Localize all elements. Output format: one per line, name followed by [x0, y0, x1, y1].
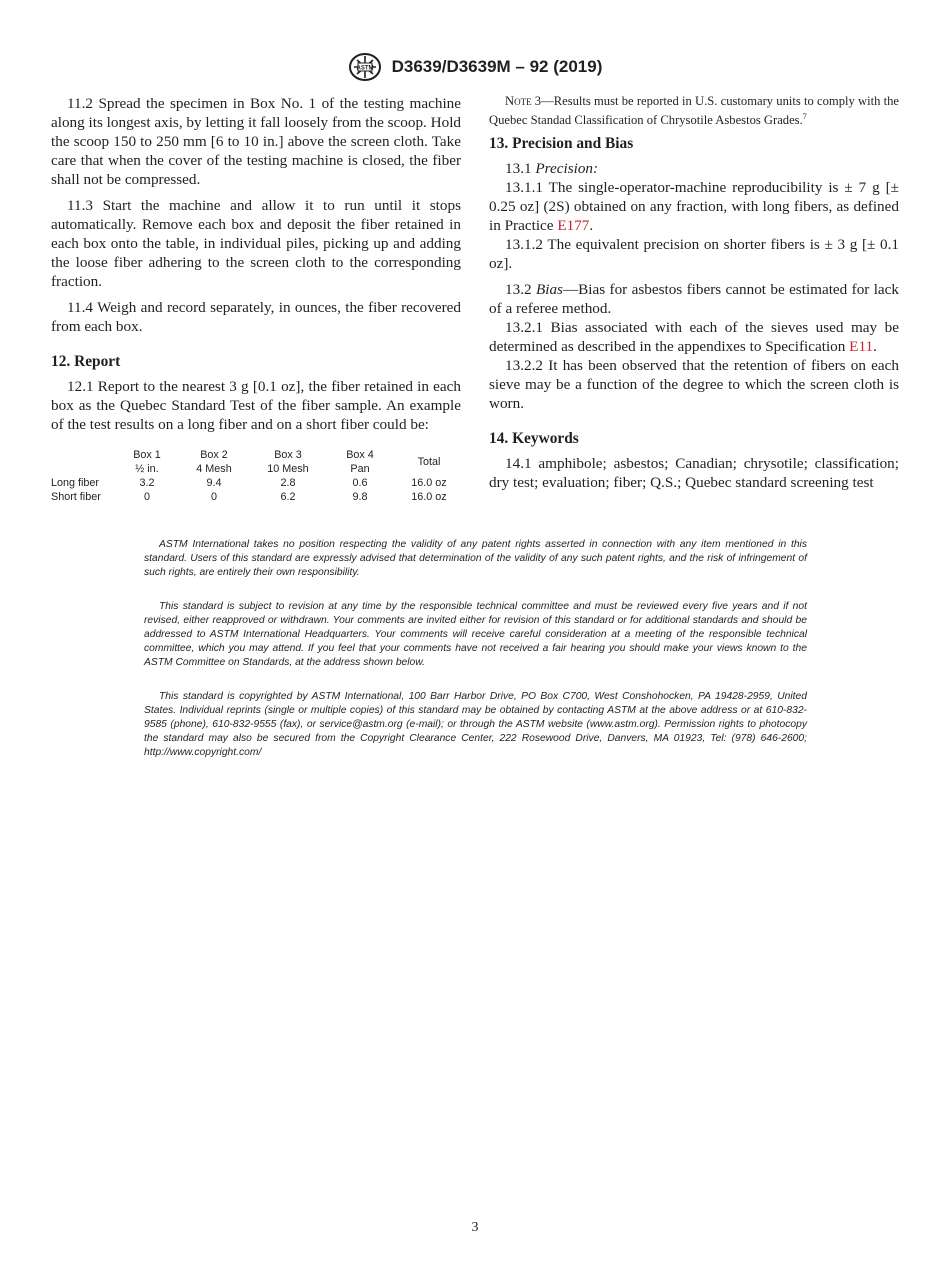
paragraph-13-1: 13.1 Precision:	[505, 160, 599, 178]
table-cell: 0.6	[352, 477, 368, 489]
table-cell: 9.8	[352, 491, 368, 503]
note-label: Note	[505, 94, 532, 108]
row-label: Short fiber	[51, 491, 101, 503]
left-column	[51, 94, 461, 504]
section-heading-precision-bias: 13. Precision and Bias	[489, 135, 634, 153]
paragraph-11-3: 11.3 Start the machine and allow it to run until it stops automatically. Remove each box and deposit the fiber retained in each box onto the table, in individual piles, picking up and adding the loose fiber adhering to the screen cloth to the corresponding fraction.	[51, 197, 461, 290]
table-header-box2: Box 2 4 Mesh	[196, 449, 232, 475]
right-column	[489, 94, 899, 492]
astm-logo-icon	[348, 52, 382, 82]
table-cell: 3.2	[139, 477, 155, 489]
table-row	[51, 490, 455, 504]
paragraph-11-2: 11.2 Spread the specimen in Box No. 1 of the testing machine along its longest axis, by letting it fall loosely from the scoop. Hold the scoop 150 to 250 mm [6 to 10 in.] above the screen cloth. Take care that when the cover of the testing machine is closed, the fiber shall not be compressed.	[51, 95, 462, 188]
table-cell: 6.2	[280, 491, 296, 503]
table-header-box1: Box 1 ½ in.	[133, 449, 161, 475]
table-cell: 0	[210, 491, 217, 503]
page-header	[0, 52, 950, 82]
table-header-box3: Box 3 10 Mesh	[267, 449, 309, 475]
section-heading-keywords: 14. Keywords	[489, 430, 579, 448]
table-cell: 2.8	[280, 477, 296, 489]
table-cell: 16.0 oz	[411, 477, 447, 489]
paragraph-13-1-2: 13.1.2 The equivalent precision on shorter fibers is ± 3 g [± 0.1 oz].	[489, 236, 899, 273]
document-designation: D3639/D3639M – 92 (2019)	[391, 57, 603, 76]
precision-title: Precision:	[535, 160, 599, 178]
patent-notice: ASTM International takes no position respecting the validity of any patent rights asserted in connection with any item mentioned in this standard. Users of this standard are expressly advised that determination of the validity of any such patent rights, and the risk of infringement of such rights, are entirely their own responsibility.	[144, 539, 807, 578]
paragraph-13-1-1: 13.1.1 The single-operator-machine reproducibility is ± 7 g [± 0.25 oz] (2S) obtained on any fraction, with long fibers, as defined in Practice E177.	[489, 179, 899, 235]
table-cell: 9.4	[206, 477, 222, 489]
note-text: 3—Results must be reported in U.S. customary units to comply with the Quebec Standad Classification of Chrysotile Asbestos Grades.	[489, 94, 899, 128]
row-label: Long fiber	[51, 477, 100, 489]
note-3	[489, 94, 899, 128]
paragraph-13-2: 13.2 Bias—Bias for asbestos fibers cannot be estimated for lack of a referee method.	[489, 281, 900, 318]
paragraph-14-1: 14.1 amphibole; asbestos; Canadian; chrysotile; classification; dry test; evaluation; fiber; Q.S.; Quebec standard screening test	[489, 455, 899, 492]
table-header-row	[51, 448, 455, 476]
paragraph-13-2-1: 13.2.1 Bias associated with each of the sieves used may be determined as described in the appendixes to Specification E11.	[489, 319, 899, 356]
table-corner	[51, 448, 125, 476]
footnote-ref: 7	[802, 112, 807, 121]
paragraph-11-4: 11.4 Weigh and record separately, in ounces, the fiber recovered from each box.	[51, 299, 461, 335]
table-cell: 16.0 oz	[411, 491, 447, 503]
paragraph-12-1: 12.1 Report to the nearest 3 g [0.1 oz], the fiber retained in each box as the Quebec Standard Test of the fiber sample. An example of the test results on a long fiber and on a short fiber could be:	[51, 378, 461, 433]
table-header-total: Total	[417, 456, 441, 468]
paragraph-13-2-2: 13.2.2 It has been observed that the retention of fibers on each sieve may be a function of the degree to which the screen cloth is worn.	[489, 357, 899, 413]
table-cell: 0	[143, 491, 150, 503]
svg-text:ASTM: ASTM	[356, 65, 374, 72]
bias-title: Bias	[535, 281, 563, 299]
copyright-notice: This standard is copyrighted by ASTM International, 100 Barr Harbor Drive, PO Box C700, West Conshohocken, PA 19428-2959, United States. Individual reprints (single or multiple copies) of this standard may be obtained by contacting ASTM at the above address or at 610-832-9585 (phone), 610-832-9555 (fax), or service@astm.org (e-mail); or through the ASTM website (www.astm.org). Permission rights to photocopy the standard may also be secured from the Copyright Clearance Center, 222 Rosewood Drive, Danvers, MA 01923, Tel: (978) 646-2600; http://www.copyright.com/	[144, 691, 807, 758]
revision-notice: This standard is subject to revision at any time by the responsible technical committee and must be reviewed every five years and if not revised, either reapproved or withdrawn. Your comments are invited either for revision of this standard or for additional standards and should be addressed to ASTM International Headquarters. Your comments will receive careful consideration at a meeting of the responsible technical committee, which you may attend. If you feel that your comments have not received a fair hearing you should make your views known to the ASTM Committee on Standards, at the address shown below.	[144, 601, 807, 668]
table-row	[51, 476, 455, 490]
page-number: 3	[471, 1220, 479, 1235]
results-table	[51, 448, 455, 504]
section-heading-report: 12. Report	[51, 353, 121, 370]
table-header-box4: Box 4 Pan	[346, 449, 374, 475]
link-e177[interactable]: E177	[557, 217, 590, 235]
link-e11[interactable]: E11	[849, 338, 874, 356]
